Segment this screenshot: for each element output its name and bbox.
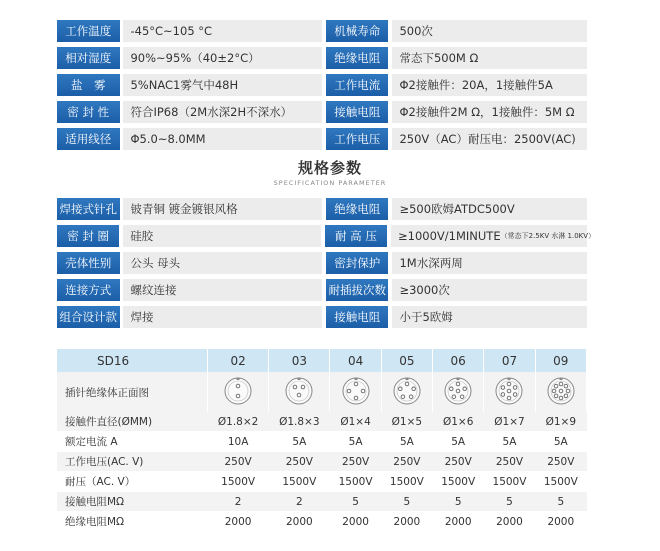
- spec-value-text: Φ2接触件2M Ω，1接触件：5M Ω: [399, 105, 575, 119]
- table-cell: Ø1.8×2: [208, 412, 269, 432]
- spec-value: 符合IP68（2M水深2H不深水）: [123, 101, 322, 123]
- spec-label: 接触电阻: [326, 306, 389, 328]
- table-header-cell: 07: [484, 349, 535, 372]
- spec-label: 工作电流: [326, 74, 389, 96]
- table-cell: 250V: [330, 452, 381, 472]
- table-header-cell: 05: [381, 349, 432, 372]
- spec-label: 壳体性别: [57, 252, 120, 274]
- table-header-cell: 02: [208, 349, 269, 372]
- table-cell: 1500V: [208, 472, 269, 492]
- table-cell: 5: [484, 492, 535, 512]
- table-cell: 2: [208, 492, 269, 512]
- table-cell: Ø1.8×3: [269, 412, 330, 432]
- spec_top-row: [57, 20, 587, 47]
- spec-value: [392, 20, 587, 42]
- table-cell: 2000: [208, 512, 269, 532]
- spec-value: [392, 306, 587, 328]
- table-row-label: 插针绝缘体正面图: [57, 372, 208, 412]
- table-row-label: 工作电压(AC. V): [57, 452, 208, 472]
- spec-value-text: 500次: [399, 24, 433, 38]
- spec-value-text: ≥1000V/1MINUTE: [398, 229, 501, 243]
- spec-value-text: 1M水深两周: [399, 256, 463, 270]
- spec-label: 组合设计款: [57, 306, 120, 328]
- table-cell: 250V: [433, 452, 484, 472]
- spec_top-row: [57, 128, 587, 155]
- spec-value: 5%NAC1雾气中48H: [123, 74, 322, 96]
- spec-label: 工作温度: [57, 20, 120, 42]
- table-cell: 250V: [208, 452, 269, 472]
- table-cell: 5: [433, 492, 484, 512]
- pin-layout-icon: [494, 376, 524, 409]
- pin-layout-icon: [284, 376, 314, 409]
- spec-label: 密 封 圈: [57, 225, 119, 247]
- table-cell: 10A: [208, 432, 269, 452]
- table-cell: 5A: [433, 432, 484, 452]
- spec-value: Φ5.0~8.0MM: [123, 128, 322, 150]
- pin-layout-cell: [433, 372, 484, 412]
- table-cell: 1500V: [381, 472, 432, 492]
- spec-value: 铍青铜 镀金镀银风格: [123, 198, 322, 220]
- spec-label: 耐 高 压: [325, 225, 387, 247]
- spec_top-row: [57, 101, 587, 128]
- table-cell: Ø1×4: [330, 412, 381, 432]
- section-title-en: SPECIFICATION PARAMETER: [273, 179, 387, 187]
- table-row-label: 绝缘电阻MΩ: [57, 512, 208, 532]
- spec-label: 密 封 性: [57, 101, 120, 123]
- table-cell: 5: [381, 492, 432, 512]
- table-cell: 250V: [535, 452, 586, 472]
- pin-layout-icon: [341, 376, 371, 409]
- pin-layout-cell: [330, 372, 381, 412]
- pin-layout-cell: [535, 372, 586, 412]
- spec-label: 连接方式: [57, 279, 120, 301]
- table-cell: 5A: [330, 432, 381, 452]
- spec-label: 焊接式针孔: [57, 198, 120, 220]
- spec-value: [391, 225, 596, 247]
- table-row: [57, 412, 587, 432]
- table-cell: 2000: [433, 512, 484, 532]
- spec_bottom-row: [57, 279, 587, 306]
- table-cell: 2000: [535, 512, 586, 532]
- spec-value: 公头 母头: [123, 252, 322, 274]
- pin-layout-cell: [269, 372, 330, 412]
- spec-label: 相对湿度: [57, 47, 120, 69]
- spec_bottom-row: [57, 252, 587, 279]
- pin-layout-icon: [546, 376, 576, 409]
- table-icon-row: [57, 372, 587, 412]
- pin-layout-cell: [381, 372, 432, 412]
- spec-value-text: 250V（AC）耐压电：2500V(AC): [399, 132, 576, 146]
- spec-value: [392, 252, 587, 274]
- spec-block-top: [57, 20, 587, 155]
- spec-label: 接触电阻: [326, 101, 389, 123]
- table-row-label: 接触件直径(ØMM): [57, 412, 208, 432]
- table-cell: Ø1×5: [381, 412, 432, 432]
- spec-label: 适用线径: [57, 128, 120, 150]
- table-cell: Ø1×9: [535, 412, 586, 432]
- spec_bottom-row: [57, 225, 596, 252]
- table-cell: Ø1×7: [484, 412, 535, 432]
- spec-value: 螺纹连接: [123, 279, 322, 301]
- spec-value: [392, 74, 587, 96]
- section-title-cn: 规格参数: [297, 159, 362, 177]
- spec-value: [392, 101, 587, 123]
- table-row: [57, 452, 587, 472]
- table-row: [57, 492, 587, 512]
- spec-value: 焊接: [123, 306, 322, 328]
- spec-value: 硅胶: [123, 225, 321, 247]
- spec-label: 绝缘电阻: [326, 198, 389, 220]
- table-cell: 1500V: [484, 472, 535, 492]
- spec-label: 绝缘电阻: [326, 47, 389, 69]
- table-cell: 1500V: [269, 472, 330, 492]
- pin-layout-cell: [484, 372, 535, 412]
- table-cell: 2000: [269, 512, 330, 532]
- table-cell: 5: [330, 492, 381, 512]
- table-cell: 5A: [269, 432, 330, 452]
- table-cell: 2000: [330, 512, 381, 532]
- pin-layout-icon: [223, 376, 253, 409]
- table-header-cell: 03: [269, 349, 330, 372]
- table-cell: 2000: [381, 512, 432, 532]
- table-row-label: 额定电流 A: [57, 432, 208, 452]
- section-title: [0, 157, 660, 187]
- table-cell: 5: [535, 492, 586, 512]
- spec-value: [392, 47, 587, 69]
- spec_bottom-row: [57, 306, 587, 333]
- spec-label: 密封保护: [326, 252, 389, 274]
- spec-value-text: 常态下500M Ω: [399, 51, 479, 65]
- table-cell: 2: [269, 492, 330, 512]
- pin-layout-icon: [392, 376, 422, 409]
- table-row: [57, 472, 587, 492]
- table-cell: Ø1×6: [433, 412, 484, 432]
- spec-block-bottom: [57, 198, 596, 333]
- table-row: [57, 512, 587, 532]
- table-row: [57, 432, 587, 452]
- spec_top-row: [57, 47, 587, 74]
- table-cell: 250V: [381, 452, 432, 472]
- spec-value-note: （常态下2.5KV 水淋 1.0KV）: [500, 232, 596, 240]
- spec-value: [392, 279, 587, 301]
- spec_top-row: [57, 74, 587, 101]
- table-cell: 250V: [269, 452, 330, 472]
- spec-value: [392, 128, 587, 150]
- table-cell: 1500V: [330, 472, 381, 492]
- table-row-label: 耐压（AC. V）: [57, 472, 208, 492]
- table-cell: 2000: [484, 512, 535, 532]
- table-header-cell: SD16: [57, 349, 208, 372]
- table-header-cell: 06: [433, 349, 484, 372]
- spec-value: 90%~95%（40±2°C）: [123, 47, 322, 69]
- table-row-label: 接触电阻MΩ: [57, 492, 208, 512]
- spec-label: 盐 雾: [57, 74, 120, 96]
- table-cell: 5A: [535, 432, 586, 452]
- spec-label: 工作电压: [326, 128, 389, 150]
- pin-layout-icon: [443, 376, 473, 409]
- table-header-cell: 04: [330, 349, 381, 372]
- spec-value-text: 小于5欧姆: [399, 310, 453, 324]
- table-cell: 5A: [484, 432, 535, 452]
- spec_bottom-row: [57, 198, 587, 225]
- spec-value: [392, 198, 587, 220]
- sd16-spec-table: [57, 349, 587, 532]
- spec-label: 耐插拔次数: [326, 279, 389, 301]
- table-header-row: [57, 349, 587, 372]
- spec-value-text: Φ2接触件：20A，1接触件5A: [399, 78, 553, 92]
- spec-value-text: ≥3000次: [399, 283, 450, 297]
- table-header-cell: 09: [535, 349, 586, 372]
- table-cell: 1500V: [433, 472, 484, 492]
- spec-value: -45°C~105 °C: [123, 20, 322, 42]
- table-cell: 1500V: [535, 472, 586, 492]
- table-cell: 250V: [484, 452, 535, 472]
- table-cell: 5A: [381, 432, 432, 452]
- spec-label: 机械寿命: [326, 20, 389, 42]
- spec-value-text: ≥500欧姆ATDC500V: [399, 202, 515, 216]
- pin-layout-cell: [208, 372, 269, 412]
